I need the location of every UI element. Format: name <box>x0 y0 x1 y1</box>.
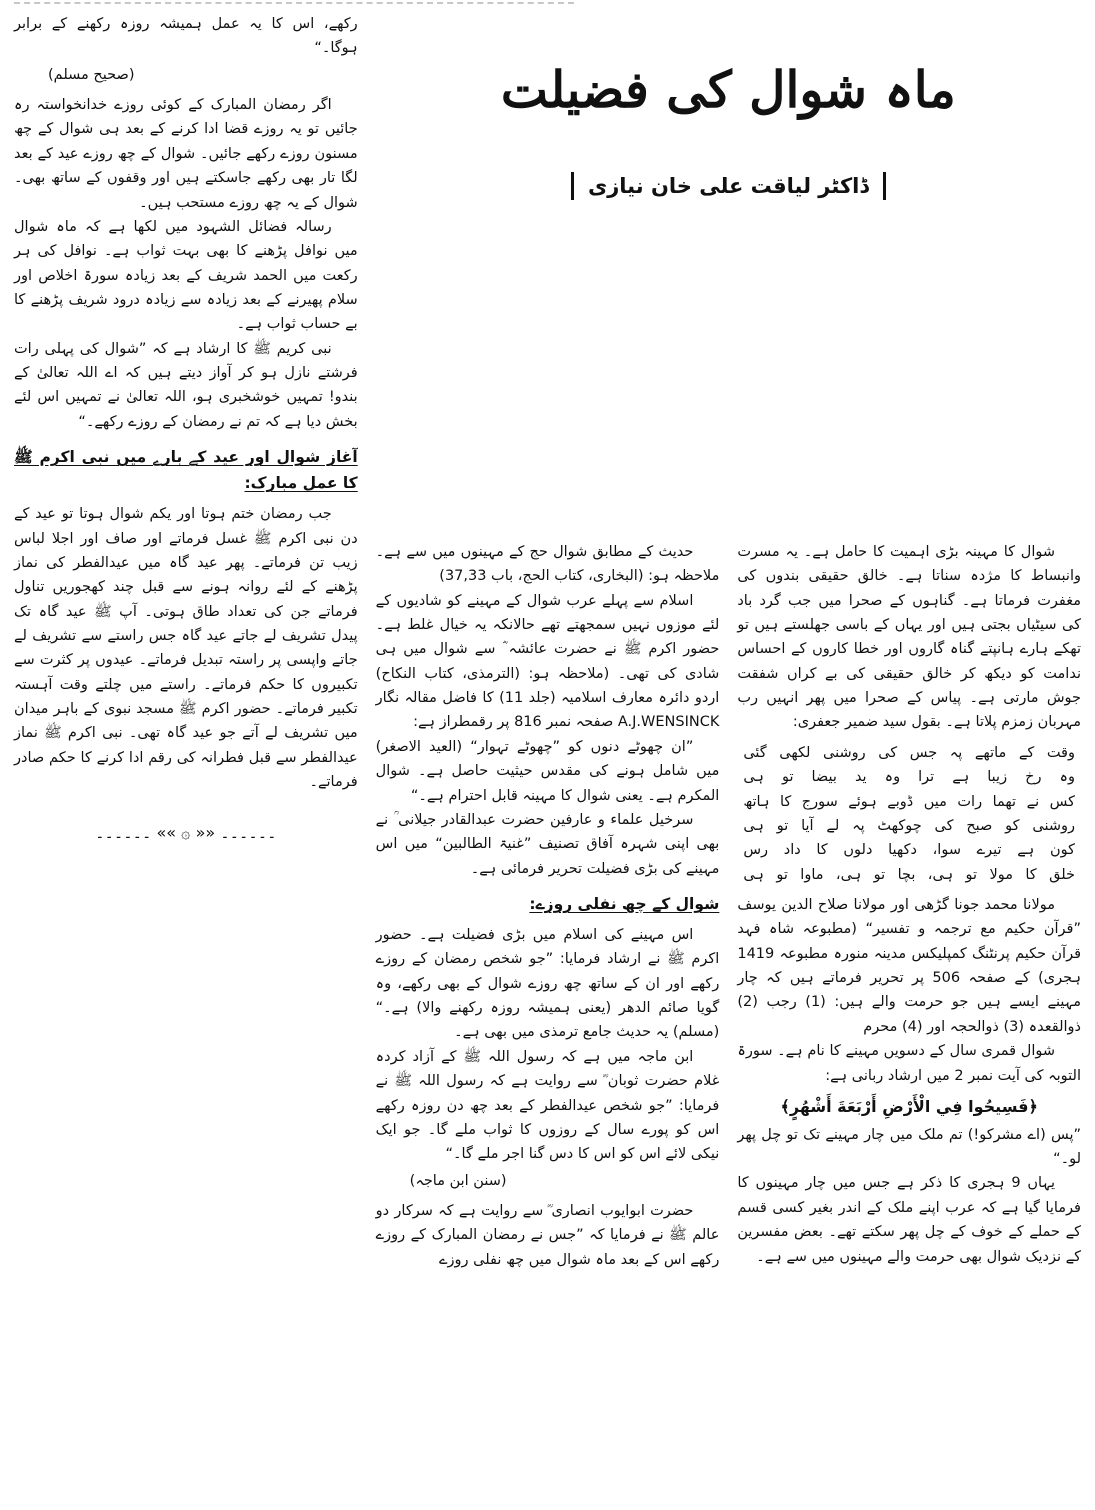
verse-translation: ”پس (اے مشرکو!) تم ملک میں چار مہینے تک تو چل پھر لو۔“ <box>737 1126 1081 1168</box>
poem-block <box>737 741 1081 887</box>
subheading-six-fasts: شوال کے چھ نفلی روزے: <box>529 894 720 913</box>
paragraph: سرخیل علماء و عارفین حضرت عبدالقادر جیلانی ؒ نے بھی اپنی شہرہ آفاق تصنیف ”غنیۃ الطالبین“ میں اس مہینے کی بڑی فضیلت تحریر فرمائی ہے۔ <box>375 811 720 877</box>
poem-line: کون ہے تیرے سوا، دکھیا دلوں کا داد رس <box>743 842 1075 859</box>
paragraph: اسلام سے پہلے عرب شوال کے مہینے کو شادیوں کے لئے موزوں نہیں سمجھتے تھے حالانکہ یہ خیال غلط ہے۔ حضور اکرم ﷺ نے حضرت عائشہ ؓ سے شوال میں ہی شادی کی تھی۔ (ملاحظہ ہو: (الترمذی، کتاب النکاح) اردو دائرہ معارف اسلامیہ (جلد 11) کا فاضل مقالہ نگار A.J.WENSINCK صفحہ نمبر 816 پر رقمطراز ہے: <box>375 592 720 731</box>
paragraph: ابن ماجہ میں ہے کہ رسول اللہ ﷺ کے آزاد کردہ غلام حضرت ثوبان ؓ سے روایت ہے کہ رسول اللہ ﷺ نے فرمایا: ”جو شخص عیدالفطر کے بعد چھ دن روزہ رکھے اس کو پورے سال کے روزوں کا ثواب ملے گا۔ جو ایک نیکی لائے اس کو اس کا دس گنا اجر ملے گا۔“ <box>375 1048 720 1163</box>
quran-verse: ﴿فَسِيحُوا فِي الْأَرْضِ أَرْبَعَةَ أَشْهُرٍ﴾ <box>780 1096 1038 1116</box>
poem-line: وہ رخ زیبا ہے ترا وہ ید بیضا تو ہی <box>743 769 1075 786</box>
paragraph: یہاں 9 ہجری کا ذکر ہے جس میں چار مہینوں کا فرمایا گیا ہے کہ عرب اپنے ملک کے اندر بغیر کسی قسم کے حملے کے خوف کے چل پھر سکتے تھے۔ بعض مفسرین کے نزدیک شوال بھی حرمت والے مہینوں میں سے ہے۔ <box>737 1175 1081 1265</box>
column-article-end <box>14 12 358 1500</box>
paragraph: حدیث کے مطابق شوال حج کے مہینوں میں سے ہے۔ ملاحظہ ہو: (البخاری، کتاب الحج، باب 37,33) <box>375 543 720 585</box>
author-name: ڈاکٹر لیاقت علی خان نیازی <box>571 172 886 200</box>
article-grid <box>14 12 1081 1500</box>
paragraph: اس مہینے کی اسلام میں بڑی فضیلت ہے۔ حضور اکرم ﷺ نے ارشاد فرمایا: ”جو شخص رمضان کے روزے رکھے اور ان کے ساتھ چھ روزے شوال کے بھی رکھے، وہ گویا صائم الدھر (یعنی ہمیشہ روزہ رکھنے والا) ہے۔“ (مسلم) یہ حدیث جامع ترمذی میں بھی ہے۔ <box>375 927 720 1041</box>
article-title: ماہ شوال کی فضیلت <box>500 60 956 119</box>
poem-line: خلق کا مولا تو ہی، بچا تو ہی، ماوا تو ہی <box>743 866 1075 883</box>
paragraph: ”ان چھوٹے دنوں کو ”چھوٹے تہوار“ (العید الاصغر) میں شامل ہونے کی مقدس حیثیت حاصل ہے۔ شوال المکرم ہے۔ یعنی شوال کا مہینہ قابل احترام ہے۔“ <box>375 738 720 804</box>
scan-crop-artifact <box>14 2 574 4</box>
paragraph: رکھے، اس کا یہ عمل ہمیشہ روزہ رکھنے کے برابر ہوگا۔“ <box>14 16 358 57</box>
paragraph: شوال قمری سال کے دسویں مہینے کا نام ہے۔ سورۃ التوبہ کی آیت نمبر 2 میں ارشاد ربانی ہے: <box>737 1043 1081 1084</box>
poem-line: روشنی کو صبح کی چوکھٹ پہ لے آیا تو ہی <box>743 817 1075 834</box>
paragraph: نبی کریم ﷺ کا ارشاد ہے کہ ”شوال کی پہلی رات فرشتے نازل ہو کر آواز دیتے ہیں کہ اے اللہ تعالیٰ کے بندو! تمہیں خوشخبری ہو، اللہ تعالیٰ نے تمہیں اس لئے بخش دیا ہے کہ تم نے رمضان کے روزے رکھے۔“ <box>14 340 358 430</box>
column-article-middle <box>376 540 720 1500</box>
hadith-citation: (سنن ابن ماجہ) <box>409 1172 507 1189</box>
column-article-start <box>737 540 1081 1500</box>
ornament-divider: ۔۔۔۔۔۔ «« ۞ »» ۔۔۔۔۔۔ <box>95 823 277 843</box>
subheading-eid-practice: آغاز شوال اور عید کے بارے میں نبی اکرم ﷺ کا عمل مبارک: <box>14 448 358 493</box>
article-header <box>376 12 1081 312</box>
paragraph: اگر رمضان المبارک کے کوئی روزے خدانخواستہ رہ جائیں تو یہ روزے قضا ادا کرنے کے بعد ہی شوال کے چھ مسنون روزے رکھے جائیں۔ شوال کے چھ روزے عید کے بعد لگا تار بھی رکھے جاسکتے ہیں اور وقفوں کے ساتھ بھی۔ شوال کے یہ چھ روزے مستحب ہیں۔ <box>14 97 358 211</box>
poem-line: وقت کے ماتھے پہ جس کی روشنی لکھی گئی <box>743 744 1075 761</box>
hadith-citation: (صحیح مسلم) <box>48 66 135 83</box>
paragraph: حضرت ابوایوب انصاری ؓ سے روایت ہے کہ سرکار دو عالم ﷺ نے فرمایا کہ ”جس نے رمضان المبارک کے روزے رکھے اس کے بعد ماہ شوال میں چھ نفلی روزے <box>375 1202 720 1268</box>
paragraph: رسالہ فضائل الشہود میں لکھا ہے کہ ماہ شوال میں نوافل پڑھنے کا بھی بہت ثواب ہے۔ نوافل کی ہر رکعت میں الحمد شریف کے بعد زیادہ سورۃ اخلاص اور سلام پھیرنے کے بعد زیادہ سے زیادہ درود شریف پڑھنے کا بے حساب ثواب ہے۔ <box>14 218 358 333</box>
paragraph: جب رمضان ختم ہوتا اور یکم شوال ہوتا تو عید کے دن نبی اکرم ﷺ غسل فرماتے اور صاف اور اجلا لباس زیب تن فرماتے۔ پھر عید گاہ میں عیدالفطر کی نماز پڑھنے کے لئے روانہ ہونے سے قبل چند کھجوریں تناول فرماتے جن کی تعداد طاق ہوتی۔ آپ ﷺ عید گاہ تک پیدل تشریف لے جاتے عید گاہ جس راستے سے تشریف لے جاتے واپسی پر راستہ تبدیل فرماتے۔ عیدوں پر کثرت سے تکبیروں کا حکم فرماتے۔ راستے میں چلتے وقت آہستہ تکبیر فرماتے۔ حضور اکرم ﷺ مسجد نبوی کے باہر میدان میں تشریف لے آتے جو عید گاہ تھی۔ نبی اکرم ﷺ نماز عیدالفطر سے قبل فطرانہ کی رقم ادا کرنے کا حکم صادر فرماتے۔ <box>14 506 358 791</box>
paragraph: شوال کا مہینہ بڑی اہمیت کا حامل ہے۔ یہ مسرت وانبساط کا مژدہ سناتا ہے۔ خالق حقیقی بندوں کی مغفرت فرماتا ہے۔ گناہوں کے صحرا میں جب گرد باد کی سیٹیاں بجتی ہیں اور یہاں کے باسی جھلستے ہیں تو تھکے ہارے ہانپتے گناہ گاروں اور خطا کاروں کے احساس ندامت کو دیکھ کر خالق حقیقی کی بے کراں شفقت جوش مارتی ہے۔ پیاس کے صحرا میں پھر انہیں رب مہربان زمزم پلاتا ہے۔ بقول سید ضمیر جعفری: <box>737 543 1081 731</box>
paragraph: مولانا محمد جونا گڑھی اور مولانا صلاح الدین یوسف ”قرآن حکیم مع ترجمہ و تفسیر“ (مطبوعہ شاہ فہد قرآن حکیم پرنٹنگ کمپلیکس مدینہ منورہ مطبوعہ 1419 ہجری) کے صفحہ 506 پر تحریر فرماتے ہیں کہ چار مہینے ایسے ہیں جو حرمت والے ہیں: (1) رجب (2) ذوالقعدہ (3) ذوالحجہ اور (4) محرم <box>737 896 1082 1035</box>
poem-line: کس نے تھما رات میں ڈوبے ہوئے سورج کا ہاتھ <box>743 793 1075 810</box>
